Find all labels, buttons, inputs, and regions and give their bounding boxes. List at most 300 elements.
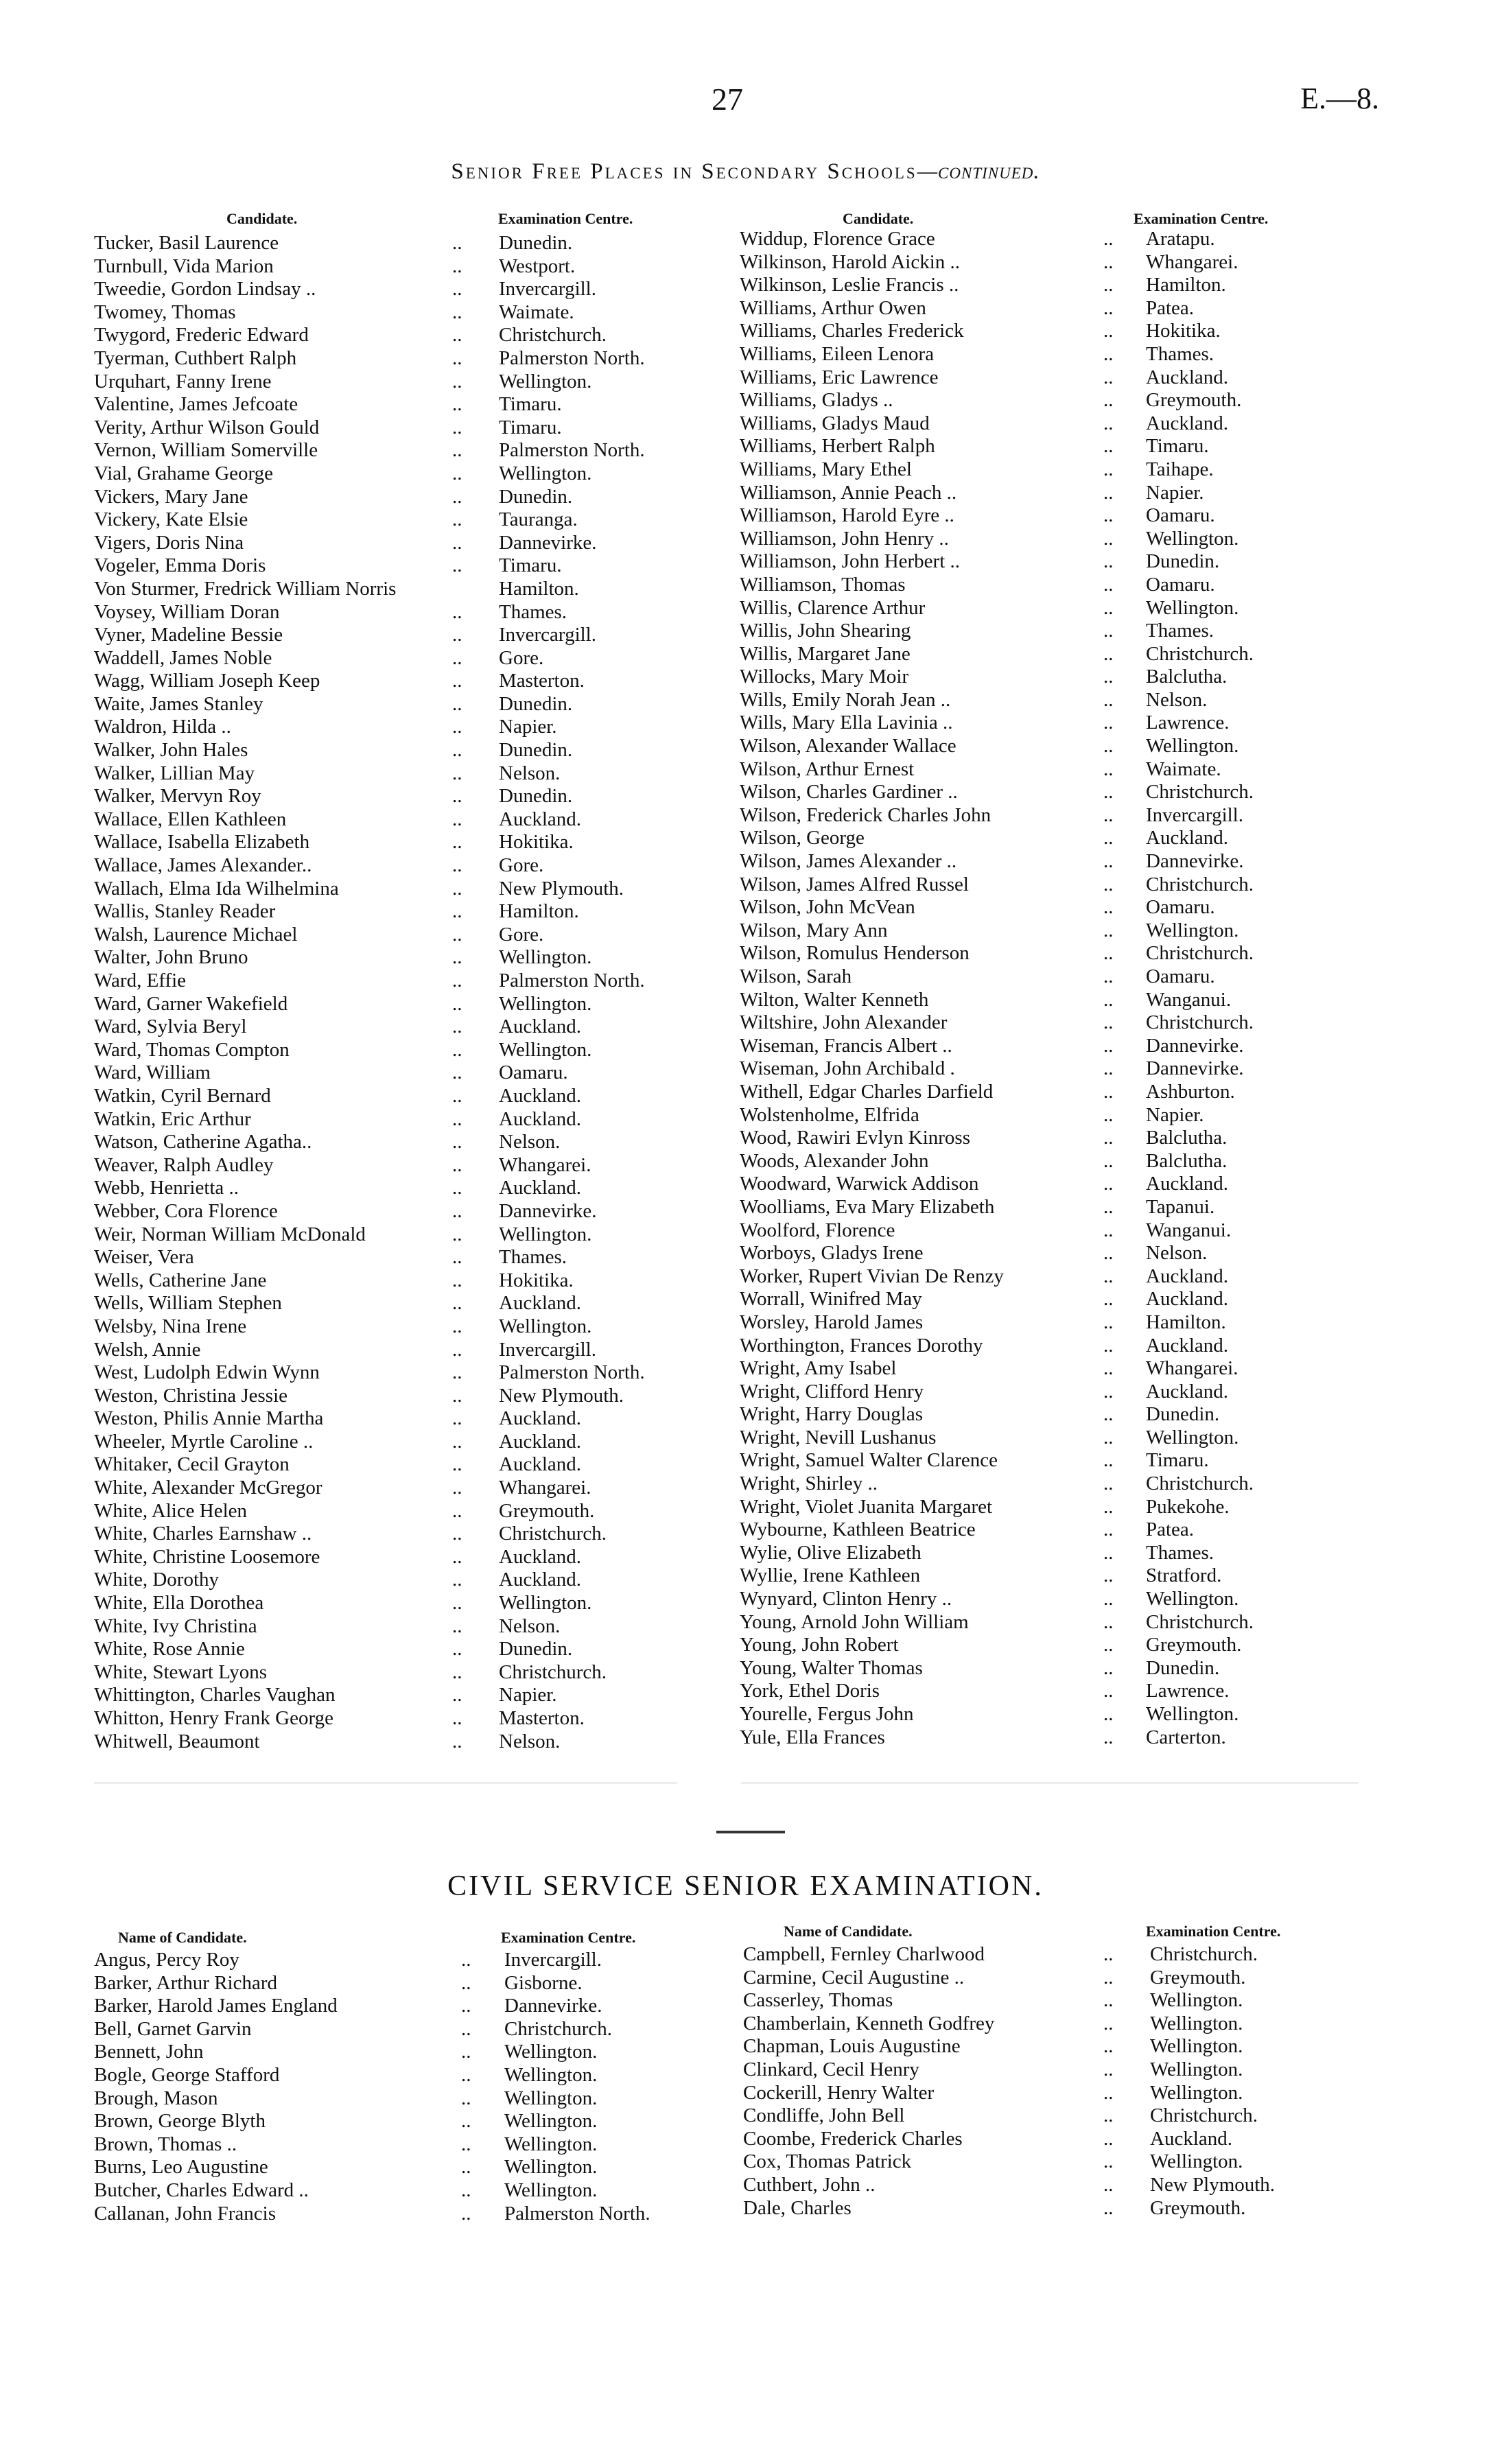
list-row [94,1407,712,1431]
examination-centre: Wellington. [499,1315,592,1337]
candidate-name: West, Ludolph Edwin Wynn [94,1361,320,1384]
examination-centre: Napier. [499,1684,557,1706]
candidate-name: Walker, Mervyn Roy [94,785,261,808]
candidate-name: Widdup, Florence Grace [740,228,935,250]
examination-centre: Wellington. [1150,1989,1243,2012]
examination-centre: Hokitika. [499,831,574,854]
list-row [740,1311,1426,1335]
list-row [740,919,1426,943]
leader-dots: .. [1103,1564,1114,1587]
candidate-name: White, Dorothy [94,1569,220,1591]
candidate-name: Wilson, Sarah [740,965,852,987]
candidate-name: Barker, Arthur Richard [94,1971,278,1994]
examination-centre: Napier. [1146,481,1204,504]
candidate-name: Wallace, James Alexander.. [94,854,312,877]
leader-dots: .. [1103,1943,1114,1965]
examination-centre: Timaru. [499,416,562,438]
leader-dots: .. [452,1638,462,1661]
examination-centre: Wellington. [499,1223,592,1245]
list-row [94,1569,712,1592]
list-row [94,1684,712,1707]
leader-dots: .. [1103,1380,1114,1403]
examination-centre: Stratford. [1146,1564,1222,1587]
examination-centre: Dunedin. [499,485,573,508]
senior-title-text: Senior Free Places in Secondary Schools [451,159,917,184]
leader-dots: .. [452,1361,462,1384]
list-row [740,528,1426,551]
leader-dots: .. [452,1107,462,1130]
leader-dots: .. [452,1269,462,1291]
candidate-name: Wright, Samuel Walter Clarence [740,1449,998,1472]
examination-centre: Christchurch. [499,1661,607,1683]
candidate-name: Welsh, Annie [94,1338,201,1361]
list-row [740,1381,1426,1404]
leader-dots: .. [452,1315,462,1337]
list-row [743,2174,1429,2197]
candidate-name: Vernon, William Somerville [94,439,318,462]
leader-dots: .. [452,1430,462,1453]
examination-centre: Palmerston North. [504,2202,650,2225]
candidate-name: Tucker, Basil Laurence [94,232,279,254]
candidate-name: Wilson, George [740,827,865,849]
leader-dots: .. [1103,1219,1114,1241]
list-row [740,1242,1426,1265]
examination-centre: Christchurch. [1150,2104,1258,2127]
list-row [94,1995,712,2018]
list-row [94,578,712,601]
examination-centre: Christchurch. [499,324,607,347]
list-row [743,2082,1429,2105]
examination-centre: Wellington. [1146,527,1239,550]
list-row [94,624,712,647]
candidate-name: Wright, Clifford Henry [740,1380,924,1403]
examination-centre: Wellington. [1146,919,1239,941]
list-row [740,1104,1426,1127]
list-row [94,324,712,347]
examination-centre: Palmerston North. [499,1361,645,1384]
list-row [740,297,1426,320]
list-row [94,278,712,301]
examination-centre: Taihape. [1146,458,1214,480]
candidate-name: Willis, Margaret Jane [740,642,911,665]
examination-centre: Dunedin. [499,739,573,762]
list-row [94,1177,712,1200]
leader-dots: .. [1103,596,1114,619]
document-code: E.—8. [1300,82,1379,115]
leader-dots: .. [452,1523,462,1545]
candidate-name: Woolford, Florence [740,1219,895,1241]
list-row [740,274,1426,297]
list-row [743,1943,1429,1967]
leader-dots: .. [452,1684,462,1706]
list-row [94,1546,712,1569]
candidate-name: Williamson, John Herbert .. [740,550,960,573]
leader-dots: .. [1103,228,1114,250]
leader-dots: .. [461,2041,471,2063]
candidate-name: Willis, John Shearing [740,620,911,642]
leader-dots: .. [452,946,462,969]
examination-centre: Auckland. [499,1407,581,1430]
list-row [740,850,1426,873]
list-row [740,482,1426,505]
leader-dots: .. [1103,1518,1114,1541]
examination-centre: Wellington. [1146,596,1239,619]
leader-dots: .. [1103,1426,1114,1448]
leader-dots: .. [452,1730,462,1752]
examination-centre: Wellington. [499,946,592,969]
candidate-name: Willis, Clarence Arthur [740,596,926,619]
leader-dots: .. [1103,1656,1114,1679]
candidate-name: Wiseman, Francis Albert .. [740,1034,952,1057]
leader-dots: .. [452,1246,462,1269]
candidate-name: Whitaker, Cecil Grayton [94,1453,290,1476]
examination-centre: Wellington. [1150,2081,1243,2104]
list-row [743,1967,1429,1990]
list-row [740,942,1426,965]
list-row [740,597,1426,620]
leader-dots: .. [1103,1703,1114,1725]
list-row [743,2013,1429,2036]
examination-centre: Lawrence. [1146,1680,1230,1702]
leader-dots: .. [452,600,462,623]
examination-centre: Wellington. [504,2087,598,2109]
examination-centre: Hamilton. [1146,274,1226,296]
leader-dots: .. [461,2133,471,2155]
list-row [94,416,712,440]
candidate-name: Whitwell, Beaumont [94,1730,260,1752]
candidate-name: York, Ethel Doris [740,1680,880,1702]
leader-dots: .. [452,1592,462,1615]
leader-dots: .. [1103,573,1114,596]
leader-dots: .. [1103,1680,1114,1702]
examination-centre: Christchurch. [1146,1011,1254,1034]
candidate-name: Withell, Edgar Charles Darfield [740,1080,994,1103]
leader-dots: .. [1103,642,1114,665]
candidate-name: Wallace, Ellen Kathleen [94,808,287,830]
leader-dots: .. [1103,1195,1114,1218]
examination-centre: Greymouth. [1150,1966,1246,1988]
list-row [740,1219,1426,1243]
examination-centre: Auckland. [1150,2127,1232,2150]
list-row [94,371,712,394]
candidate-name: Young, Walter Thomas [740,1656,923,1679]
list-row [94,831,712,854]
leader-dots: .. [452,1384,462,1407]
senior-left-candidate-header: Candidate. [226,210,298,227]
list-row [94,1949,712,1972]
candidate-name: Urquhart, Fanny Irene [94,370,272,392]
candidate-name: Watkin, Eric Arthur [94,1107,251,1130]
list-row [740,1035,1426,1058]
examination-centre: Thames. [1146,620,1214,642]
examination-centre: Nelson. [499,1615,561,1637]
examination-centre: Palmerston North. [499,439,645,462]
leader-dots: .. [1103,2081,1114,2104]
civil-right-centre-header: Examination Centre. [1146,1923,1281,1940]
candidate-name: Tweedie, Gordon Lindsay .. [94,278,316,301]
civil-left-centre-header: Examination Centre. [501,1929,636,1946]
examination-centre: Wellington. [499,992,592,1015]
list-row [94,1315,712,1339]
candidate-name: Wright, Violet Juanita Margaret [740,1495,993,1518]
leader-dots: .. [452,1499,462,1522]
list-row [94,924,712,947]
examination-centre: Balclutha. [1146,666,1228,688]
candidate-name: Vial, Grahame George [94,462,274,484]
examination-centre: Greymouth. [499,1499,595,1522]
senior-right-list [740,228,1426,1749]
candidate-name: Coombe, Frederick Charles [743,2127,963,2150]
examination-centre: Dunedin. [499,232,573,254]
candidate-name: Williamson, Thomas [740,573,906,596]
leader-dots: .. [1103,2127,1114,2150]
list-row [94,2110,712,2133]
list-row [94,670,712,693]
leader-dots: .. [1103,1989,1114,2012]
examination-centre: Dannevirke. [499,1199,597,1222]
leader-dots: .. [452,554,462,577]
list-row [740,1564,1426,1588]
candidate-name: Wiseman, John Archibald . [740,1057,955,1080]
examination-centre: Wellington. [504,2041,598,2063]
leader-dots: .. [1103,2104,1114,2127]
candidate-name: Cuthbert, John .. [743,2173,876,2196]
list-row [94,1039,712,1062]
leader-dots: .. [1103,1357,1114,1380]
leader-dots: .. [1103,296,1114,319]
examination-centre: Wellington. [499,1592,592,1615]
examination-centre: Thames. [499,600,567,623]
list-row [740,1011,1426,1035]
list-row [94,2133,712,2157]
candidate-name: White, Charles Earnshaw .. [94,1523,312,1545]
list-row [94,693,712,716]
examination-centre: Balclutha. [1146,1127,1228,1149]
examination-centre: Hamilton. [1146,1311,1226,1333]
list-row [740,873,1426,897]
candidate-name: Williams, Gladys .. [740,389,893,412]
candidate-name: Brown, George Blyth [94,2110,266,2133]
candidate-name: Worrall, Winifred May [740,1288,922,1311]
civil-left-list [94,1949,712,2225]
candidate-name: Wilson, Romulus Henderson [740,942,970,965]
leader-dots: .. [1103,1472,1114,1495]
examination-centre: Tauranga. [499,508,578,531]
leader-dots: .. [452,1292,462,1315]
candidate-name: Williamson, John Henry .. [740,527,949,550]
list-row [94,808,712,832]
list-row [740,389,1426,412]
candidate-name: Williams, Arthur Owen [740,296,926,319]
examination-centre: Invercargill. [499,1338,596,1361]
leader-dots: .. [452,854,462,877]
leader-dots: .. [452,416,462,438]
candidate-name: Wilson, Arthur Ernest [740,758,915,780]
list-row [740,1127,1426,1150]
candidate-name: Wolstenholme, Elfrida [740,1103,919,1126]
candidate-name: Callanan, John Francis [94,2202,276,2225]
examination-centre: Gisborne. [504,1971,583,1994]
leader-dots: .. [1103,2173,1114,2196]
examination-centre: Wellington. [1146,735,1239,758]
leader-dots: .. [452,1153,462,1176]
list-row [94,946,712,970]
examination-centre: Invercargill. [504,1949,602,1971]
candidate-name: Brough, Mason [94,2087,218,2109]
leader-dots: .. [452,1084,462,1107]
leader-dots: .. [452,1615,462,1637]
candidate-name: Weaver, Ralph Audley [94,1153,274,1176]
leader-dots: .. [1103,550,1114,573]
examination-centre: Aratapu. [1146,228,1215,250]
candidate-name: Willocks, Mary Moir [740,666,909,688]
leader-dots: .. [452,762,462,784]
candidate-name: Whittington, Charles Vaughan [94,1684,336,1706]
leader-dots: .. [452,1199,462,1222]
leader-dots: .. [452,900,462,923]
list-row [94,993,712,1016]
leader-dots: .. [452,531,462,554]
candidate-name: Tyerman, Cuthbert Ralph [94,347,297,369]
leader-dots: .. [452,1453,462,1476]
candidate-name: Voysey, William Doran [94,600,280,623]
examination-centre: Dunedin. [1146,1656,1220,1679]
examination-centre: Wanganui. [1146,1219,1232,1241]
candidate-name: Williams, Eileen Lenora [740,342,935,365]
candidate-name: Wilson, Frederick Charles John [740,803,991,826]
candidate-name: Wright, Amy Isabel [740,1357,897,1380]
examination-centre: Wellington. [1150,2058,1243,2080]
candidate-name: Woods, Alexander John [740,1149,929,1172]
candidate-name: Waldron, Hilda .. [94,716,231,738]
examination-centre: Dunedin. [499,785,573,808]
leader-dots: .. [1103,527,1114,550]
examination-centre: Gore. [499,854,544,877]
candidate-name: Worboys, Gladys Irene [740,1242,924,1265]
candidate-name: Turnbull, Vida Marion [94,255,274,277]
list-row [94,255,712,279]
list-row [743,2128,1429,2151]
list-row [94,1154,712,1177]
leader-dots: .. [1103,919,1114,941]
list-row [94,1361,712,1385]
leader-dots: .. [1103,781,1114,803]
list-row [94,232,712,255]
list-row [94,1108,712,1131]
leader-dots: .. [452,1477,462,1499]
leader-dots: .. [1103,688,1114,711]
list-row [94,1615,712,1639]
leader-dots: .. [1103,2058,1114,2080]
examination-centre: Auckland. [1146,412,1228,434]
examination-centre: Auckland. [1146,366,1228,388]
leader-dots: .. [452,301,462,323]
candidate-name: White, Alice Helen [94,1499,248,1522]
examination-centre: Dunedin. [499,692,573,715]
list-row [94,1730,712,1754]
examination-centre: Auckland. [499,1292,581,1315]
examination-centre: Auckland. [499,808,581,830]
list-row [94,301,712,325]
leader-dots: .. [1103,1265,1114,1287]
list-row [94,900,712,924]
list-row [94,1500,712,1523]
leader-dots: .. [1103,1057,1114,1080]
examination-centre: Christchurch. [1146,1610,1254,1633]
leader-dots: .. [452,1661,462,1683]
candidate-name: Walker, Lillian May [94,762,255,784]
candidate-name: Wilson, James Alfred Russel [740,873,969,895]
senior-right-candidate-header: Candidate. [843,210,914,227]
list-row [94,1269,712,1293]
list-row [94,1453,712,1477]
list-row [740,1472,1426,1496]
examination-centre: Wellington. [499,1038,592,1061]
candidate-name: Welsby, Nina Irene [94,1315,247,1337]
examination-centre: Dunedin. [1146,550,1220,573]
examination-centre: Wellington. [499,370,592,392]
examination-centre: Carterton. [1146,1726,1226,1748]
examination-centre: Wellington. [1150,2012,1243,2034]
leader-dots: .. [1103,965,1114,987]
candidate-name: Vigers, Doris Nina [94,531,244,554]
candidate-name: Wallis, Stanley Reader [94,900,276,923]
leader-dots: .. [1103,712,1114,734]
list-row [94,439,712,462]
candidate-name: Weston, Christina Jessie [94,1384,287,1407]
senior-title-suffix: —continued. [917,159,1040,184]
leader-dots: .. [1103,1080,1114,1103]
leader-dots: .. [452,877,462,900]
list-row [743,1989,1429,2013]
leader-dots: .. [452,347,462,369]
candidate-name: Woolliams, Eva Mary Elizabeth [740,1195,995,1218]
leader-dots: .. [1103,827,1114,849]
list-row [740,1588,1426,1611]
examination-centre: Oamaru. [1146,573,1215,596]
list-row [94,554,712,578]
examination-centre: Wellington. [1146,1426,1239,1448]
list-row [94,1085,712,1108]
leader-dots: .. [1103,666,1114,688]
examination-centre: Wellington. [504,2156,598,2179]
list-row [740,1657,1426,1680]
list-row [94,716,712,739]
list-row [740,251,1426,274]
candidate-name: Williams, Charles Frederick [740,320,964,342]
civil-left-candidate-header: Name of Candidate. [118,1929,247,1946]
leader-dots: .. [452,1569,462,1591]
candidate-name: Barker, Harold James England [94,1995,338,2017]
examination-centre: Whangarei. [1146,1357,1238,1380]
candidate-name: Yule, Ella Frances [740,1726,885,1748]
leader-dots: .. [1103,412,1114,434]
candidate-name: Ward, Garner Wakefield [94,992,288,1015]
examination-centre: Thames. [499,1246,567,1269]
candidate-name: Bennett, John [94,2041,204,2063]
examination-centre: Whangarei. [499,1477,591,1499]
candidate-name: Condliffe, John Bell [743,2104,905,2127]
section-divider [716,1831,785,1833]
candidate-name: Verity, Arthur Wilson Gould [94,416,320,438]
candidate-name: Ward, Thomas Compton [94,1038,290,1061]
senior-section-title [0,159,1491,185]
candidate-name: Walker, John Hales [94,739,248,762]
examination-centre: Christchurch. [1146,873,1254,895]
leader-dots: .. [1103,988,1114,1011]
leader-dots: .. [452,992,462,1015]
candidate-name: Wheeler, Myrtle Caroline .. [94,1430,314,1453]
